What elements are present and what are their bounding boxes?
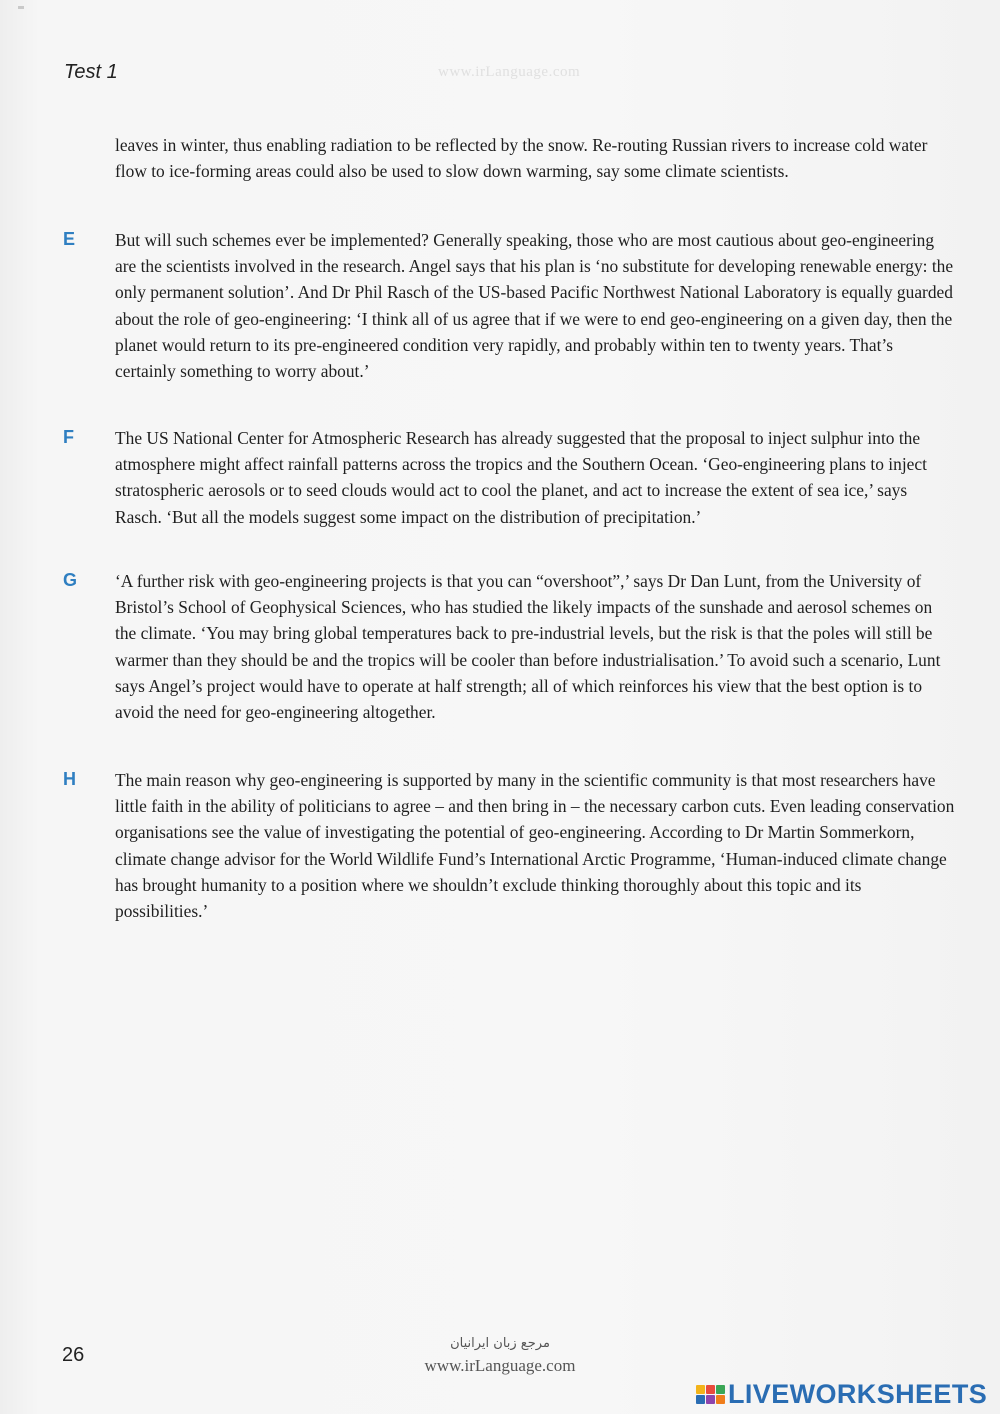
footer-url: www.irLanguage.com xyxy=(424,1356,576,1375)
footer-persian-text: مرجع زبان ایرانیان xyxy=(450,1336,550,1351)
intro-paragraph: leaves in winter, thus enabling radiation to be reflected by the snow. Re-routing Russian rivers to increase cold water flow to ice-forming areas could also be used to slow down warming, say some climate scientists. xyxy=(115,135,928,182)
liveworksheets-logo-icon xyxy=(696,1385,725,1404)
header-watermark: www.irLanguage.com xyxy=(438,64,581,80)
section-letter-h: H xyxy=(63,769,76,789)
page-header-test-label: Test 1 xyxy=(64,61,118,83)
liveworksheets-logo[interactable] xyxy=(696,1379,987,1409)
section-letter-f: F xyxy=(63,427,74,447)
page-number: 26 xyxy=(62,1344,85,1366)
section-text-h: The main reason why geo-engineering is supported by many in the scientific community is that most researchers have little faith in the ability of politicians to agree – and then bring in – the necessary carbon cuts. Even leading conservation organisations see the value of investigating the potential of geo-engineering. According to Dr Martin Sommerkorn, climate change advisor for the World Wildlife Fund’s International Arctic Programme, ‘Human-induced climate change has brought humanity to a position where we shouldn’t exclude thinking thoroughly about this topic and its possibilities.’ xyxy=(115,770,955,922)
liveworksheets-logo-worksheets: WORKSHEETS xyxy=(789,1378,988,1409)
scan-mark xyxy=(18,6,24,9)
section-letter-g: G xyxy=(63,570,78,590)
section-text-f: The US National Center for Atmospheric Research has already suggested that the proposal to inject sulphur into the atmosphere might affect rainfall patterns across the tropics and the Southern Ocean. ‘Geo-engineering plans to inject stratospheric aerosols or to seed clouds would act to cool the planet, and act to increase the extent of sea ice,’ says Rasch. ‘But all the models suggest some impact on the distribution of precipitation.’ xyxy=(115,428,927,527)
section-letter-e: E xyxy=(63,229,76,249)
section-text-e: But will such schemes ever be implemented? Generally speaking, those who are most cautious about geo-engineering are the scientists involved in the research. Angel says that his plan is ‘no substitute for developing renewable energy: the only permanent solution’. And Dr Phil Rasch of the US-based Pacific Northwest National Laboratory is equally guarded about the role of geo-engineering: ‘I think all of us agree that if we were to end geo-engineering on a given day, then the planet would return to its pre-engineered condition very rapidly, and probably within ten to twenty years. That’s certainly something to worry about.’ xyxy=(115,230,954,382)
liveworksheets-logo-live: LIVE xyxy=(728,1378,790,1409)
section-text-g: ‘A further risk with geo-engineering projects is that you can “overshoot”,’ says Dr Dan Lunt, from the University of Bristol’s School of Geophysical Sciences, who has studied the likely impacts of the sunshade and aerosol schemes on the climate. ‘You may bring global temperatures back to pre-industrial levels, but the risk is that the poles will still be warmer than they should be and the tropics will be cooler than before industrialisation.’ To avoid such a scenario, Lunt says Angel’s project would have to operate at half strength; all of which reinforces his view that the best option is to avoid the need for geo-engineering altogether. xyxy=(115,571,941,723)
